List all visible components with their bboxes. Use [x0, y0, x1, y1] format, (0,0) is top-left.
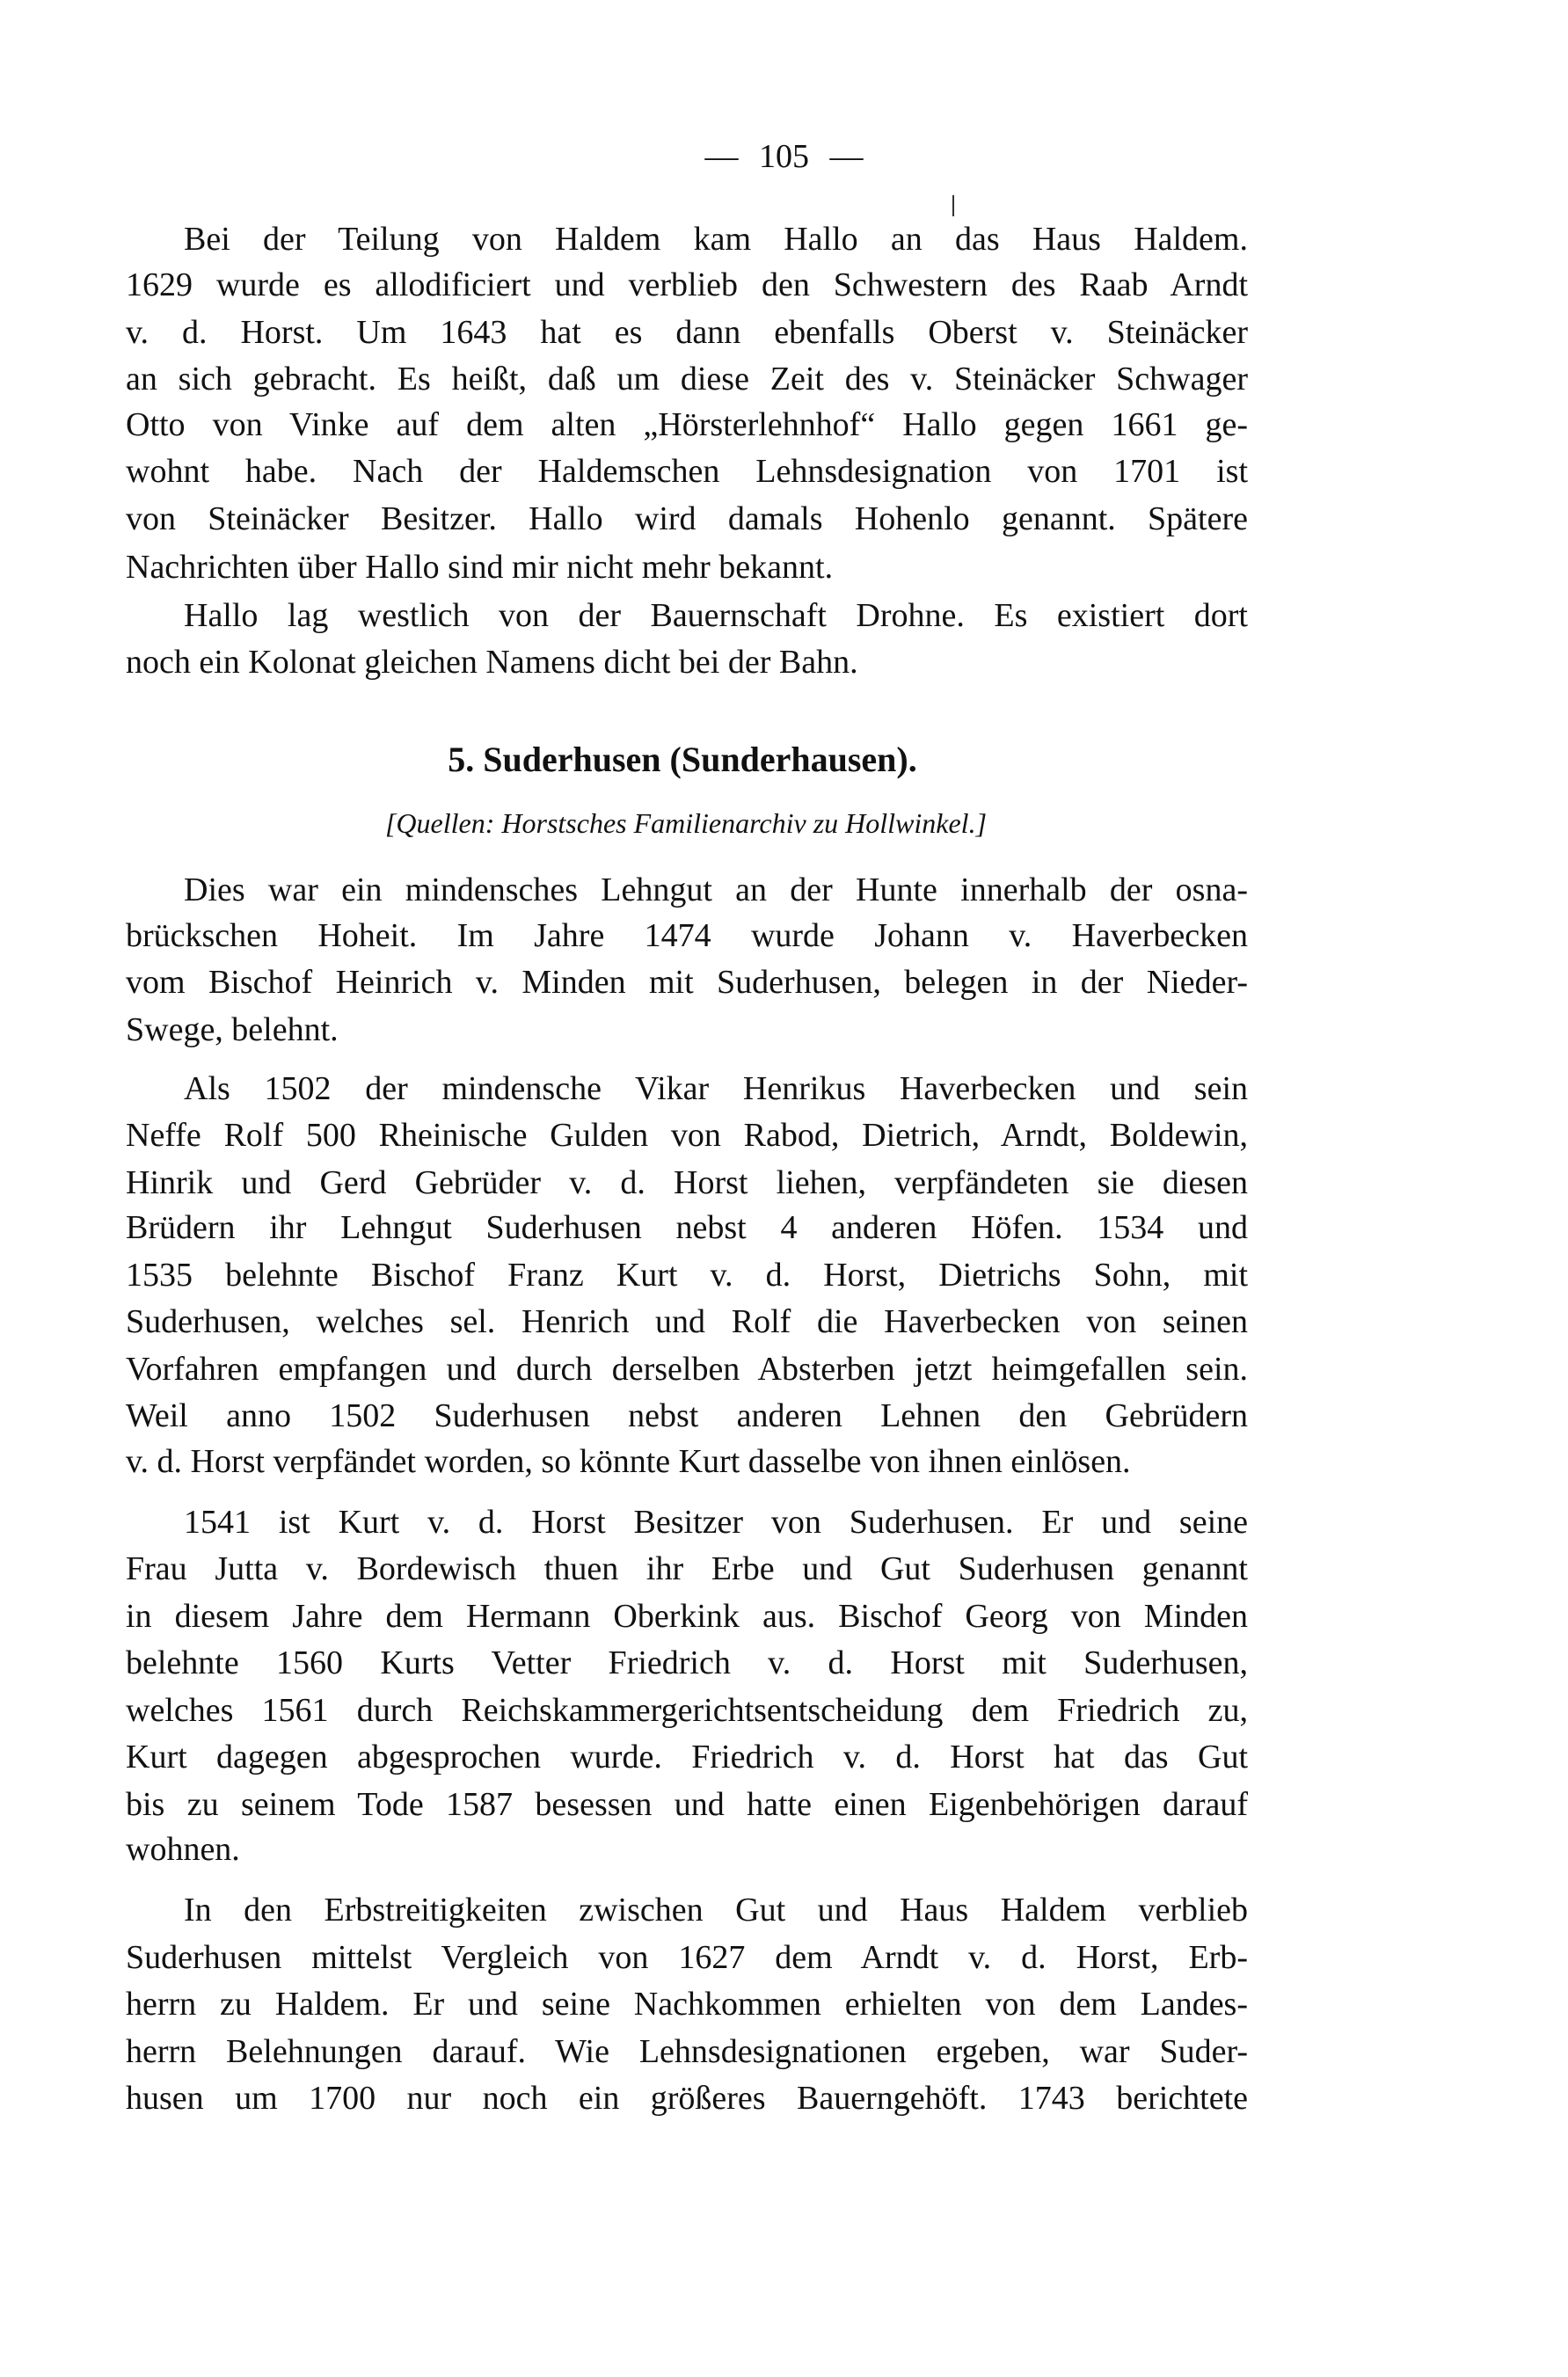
text-line: In den Erbstreitigkeiten zwischen Gut und Haus Haldem verblieb — [184, 1892, 1248, 1929]
text-line: Bei der Teilung von Haldem kam Hallo an das Haus Haldem. — [184, 221, 1248, 258]
section-heading: 5. Suderhusen (Sunderhausen). — [448, 740, 917, 779]
text-line: welches 1561 durch Reichskammergerichtsentscheidung dem Friedrich zu, — [126, 1692, 1248, 1729]
text-line: Dies war ein mindensches Lehngut an der Hunte innerhalb der osna- — [184, 871, 1248, 908]
text-line: wohnen. — [126, 1831, 240, 1868]
text-line: in diesem Jahre dem Hermann Oberkink aus. Bischof Georg von Minden — [126, 1598, 1248, 1635]
text-line: wohnt habe. Nach der Haldemschen Lehnsdesignation von 1701 ist — [126, 453, 1248, 490]
text-line: Vorfahren empfangen und durch derselben Absterben jetzt heimgefallen sein. — [126, 1351, 1248, 1388]
text-line: belehnte 1560 Kurts Vetter Friedrich v. d. Horst mit Suderhusen, — [126, 1644, 1248, 1681]
text-line: Weil anno 1502 Suderhusen nebst anderen Lehnen den Gebrüdern — [126, 1397, 1248, 1434]
text-line: Als 1502 der mindensche Vikar Henrikus Haverbecken und sein — [184, 1070, 1248, 1107]
text-line: von Steinäcker Besitzer. Hallo wird damals Hohenlo genannt. Spätere — [126, 500, 1248, 537]
text-line: 1535 belehnte Bischof Franz Kurt v. d. Horst, Dietrichs Sohn, mit — [126, 1257, 1248, 1294]
text-line: noch ein Kolonat gleichen Namens dicht bei der Bahn. — [126, 644, 858, 681]
text-line: Otto von Vinke auf dem alten „Hörsterlehnhof“ Hallo gegen 1661 ge- — [126, 406, 1248, 443]
page-number: — 105 — — [704, 138, 864, 175]
text-line: an sich gebracht. Es heißt, daß um diese Zeit des v. Steinäcker Schwager — [126, 361, 1248, 397]
text-line: bis zu seinem Tode 1587 besessen und hatte einen Eigenbehörigen darauf — [126, 1786, 1248, 1823]
text-line: Nachrichten über Hallo sind mir nicht mehr bekannt. — [126, 549, 834, 586]
text-line: husen um 1700 nur noch ein größeres Bauerngehöft. 1743 berichtete — [126, 2080, 1248, 2117]
text-line: Suderhusen mittelst Vergleich von 1627 dem Arndt v. d. Horst, Erb- — [126, 1939, 1248, 1976]
text-line: brückschen Hoheit. Im Jahre 1474 wurde Johann v. Haverbecken — [126, 917, 1248, 954]
text-line: Hallo lag westlich von der Bauernschaft Drohne. Es existiert dort — [184, 597, 1248, 634]
text-line: Brüdern ihr Lehngut Suderhusen nebst 4 anderen Höfen. 1534 und — [126, 1209, 1248, 1246]
text-line: Swege, belehnt. — [126, 1011, 339, 1048]
text-line: v. d. Horst verpfändet worden, so könnte Kurt dasselbe von ihnen einlösen. — [126, 1443, 1131, 1480]
margin-mark — [952, 195, 954, 216]
text-line: v. d. Horst. Um 1643 hat es dann ebenfalls Oberst v. Steinäcker — [126, 314, 1248, 351]
text-line: vom Bischof Heinrich v. Minden mit Suderhusen, belegen in der Nieder- — [126, 964, 1248, 1001]
text-line: Suderhusen, welches sel. Henrich und Rolf die Haverbecken von seinen — [126, 1303, 1248, 1340]
text-line: herrn zu Haldem. Er und seine Nachkommen erhielten von dem Landes- — [126, 1986, 1248, 2023]
text-line: Hinrik und Gerd Gebrüder v. d. Horst liehen, verpfändeten sie diesen — [126, 1164, 1248, 1201]
text-line: herrn Belehnungen darauf. Wie Lehnsdesignationen ergeben, war Suder- — [126, 2033, 1248, 2070]
text-line: 1629 wurde es allodificiert und verblieb den Schwestern des Raab Arndt — [126, 266, 1248, 303]
text-line: Kurt dagegen abgesprochen wurde. Friedrich v. d. Horst hat das Gut — [126, 1739, 1248, 1775]
text-line: Neffe Rolf 500 Rheinische Gulden von Rabod, Dietrich, Arndt, Boldewin, — [126, 1117, 1248, 1154]
sources-note: [Quellen: Horstsches Familienarchiv zu Hollwinkel.] — [384, 807, 988, 839]
text-line: Frau Jutta v. Bordewisch thuen ihr Erbe und Gut Suderhusen genannt — [126, 1550, 1248, 1587]
text-line: 1541 ist Kurt v. d. Horst Besitzer von Suderhusen. Er und seine — [184, 1504, 1248, 1541]
